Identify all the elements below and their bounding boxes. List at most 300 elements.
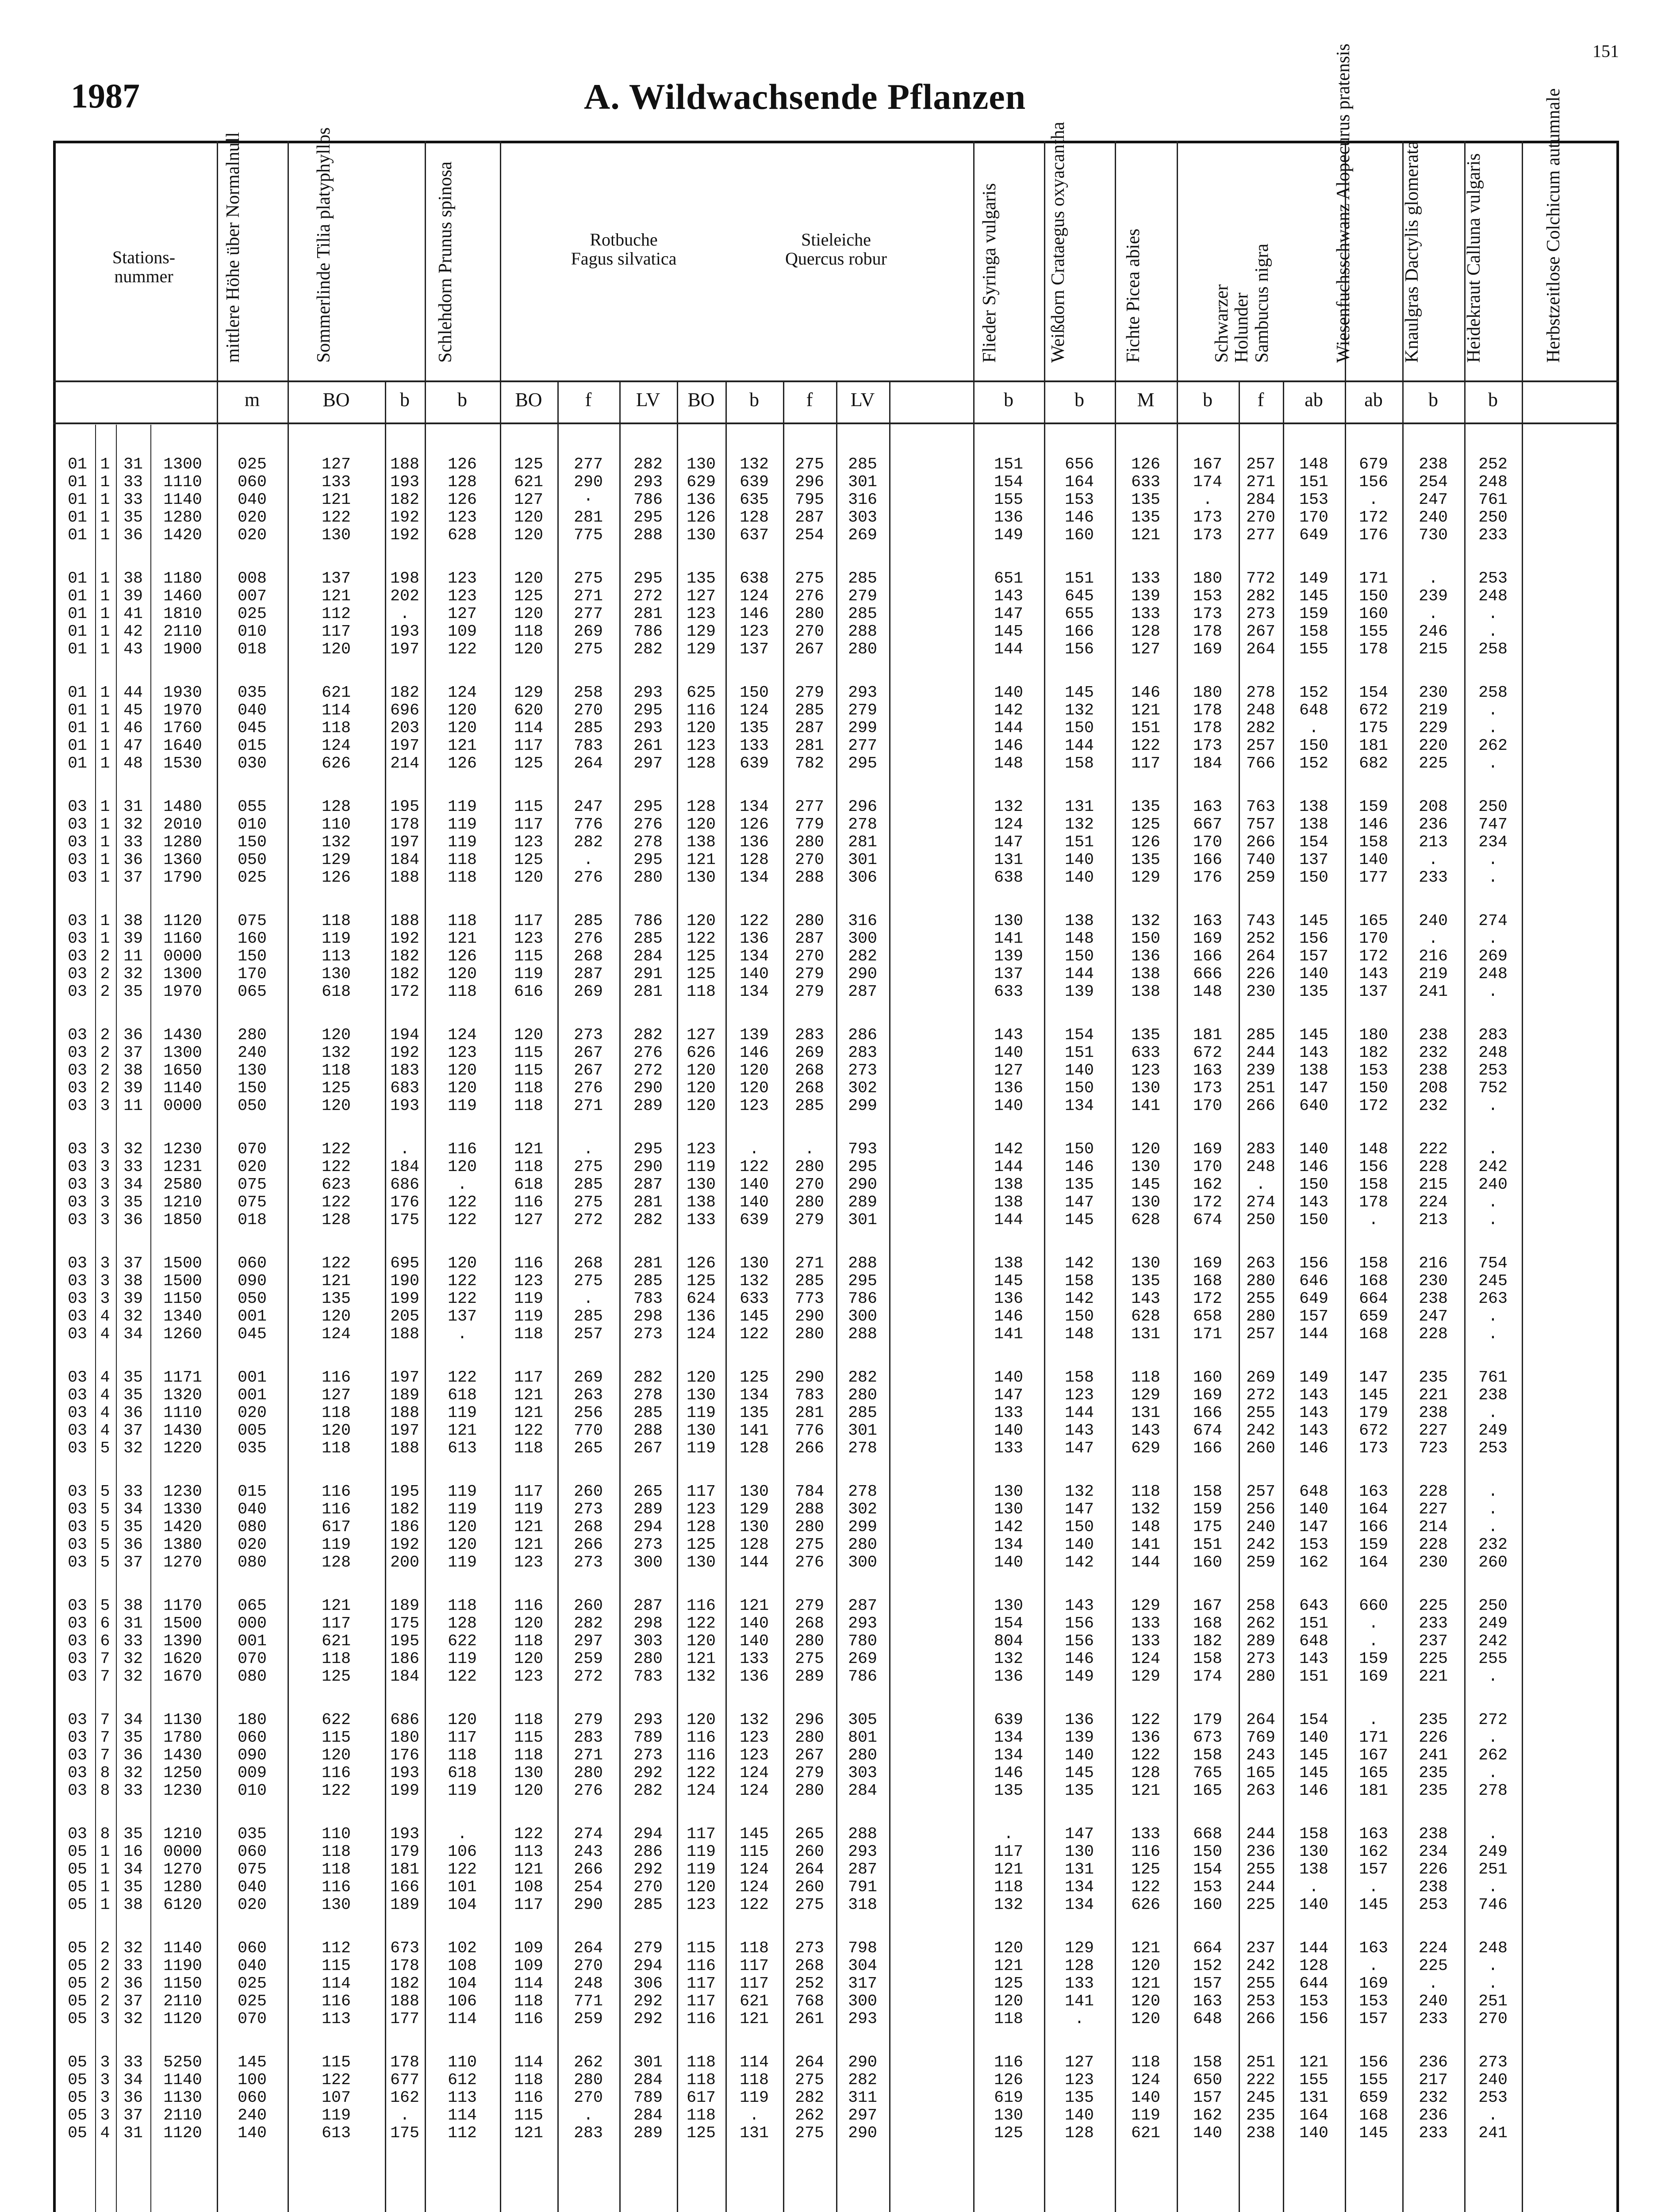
- data-cell: 763 757 266 740 259: [1246, 798, 1275, 887]
- data-cell: 275 276 280 270 267: [795, 569, 824, 658]
- data-cell: 143 140 127 136 140: [994, 1026, 1023, 1115]
- data-cell: 121 117 621 118 125: [322, 1597, 351, 1686]
- station-code-cell: 38 39 41 42 43: [123, 569, 143, 658]
- data-cell: 116 127 118 120 118: [322, 1368, 351, 1457]
- data-cell: 148 151 153 170 649: [1299, 455, 1328, 544]
- data-cell: 274 . 269 248 .: [1478, 912, 1508, 1001]
- data-cell: 793 295 290 289 301: [848, 1140, 877, 1229]
- data-cell: 121 155 131 164 140: [1299, 2053, 1328, 2142]
- data-cell: 263 280 255 280 257: [1246, 1254, 1275, 1343]
- data-cell: 116 120 . 122 122: [448, 1140, 477, 1229]
- data-cell: 621 114 118 124 626: [322, 684, 351, 772]
- data-cell: 287 293 780 269 786: [848, 1597, 877, 1686]
- data-cell: 279 294 306 292 292: [633, 1939, 663, 2028]
- data-cell: 181 672 163 173 170: [1193, 1026, 1222, 1115]
- data-cell: 235 221 238 227 723: [1419, 1368, 1448, 1457]
- station-code-cell: 1 1 2 2 2: [100, 912, 110, 1001]
- data-cell: 222 228 215 224 213: [1419, 1140, 1448, 1229]
- station-code-cell: 1480 2010 1280 1360 1790: [163, 798, 202, 887]
- data-cell: 236 217 232 236 233: [1419, 2053, 1448, 2142]
- data-cell: 158 650 157 162 140: [1193, 2053, 1222, 2142]
- data-cell: 250 747 234 . .: [1478, 798, 1508, 887]
- station-code-cell: 03 03 03 03 03: [68, 1254, 87, 1343]
- data-cell: 262 280 270 . 283: [574, 2053, 603, 2142]
- data-cell: 264 270 248 771 259: [574, 1939, 603, 2028]
- data-cell: 784 288 280 275 276: [795, 1482, 824, 1571]
- data-cell: 008 007 025 010 018: [238, 569, 267, 658]
- unit-label: BO: [515, 389, 542, 411]
- station-code-cell: 1210 0000 1270 1280 6120: [163, 1825, 202, 1914]
- data-cell: 290 783 281 776 266: [795, 1368, 824, 1457]
- data-cell: 295 290 287 281 282: [633, 1140, 663, 1229]
- data-cell: 163 162 157 . 145: [1359, 1825, 1388, 1914]
- data-cell: 238 232 238 208 232: [1419, 1026, 1448, 1115]
- data-cell: 257 256 240 242 259: [1246, 1482, 1275, 1571]
- data-cell: 132 124 147 131 638: [994, 798, 1023, 887]
- data-cell: 281 285 783 298 273: [633, 1254, 663, 1343]
- unit-label: b: [1203, 389, 1213, 411]
- data-cell: 138 145 136 146 141: [994, 1254, 1023, 1343]
- data-cell: 180 182 153 150 172: [1359, 1026, 1388, 1115]
- station-code-cell: 36 37 38 39 11: [123, 1026, 143, 1115]
- data-cell: 120 121 125 120 118: [994, 1939, 1023, 2028]
- unit-label: b: [457, 389, 467, 411]
- data-cell: 158 168 664 659 168: [1359, 1254, 1388, 1343]
- data-cell: 015 040 080 020 080: [238, 1482, 267, 1571]
- station-code-cell: 1 1 1 1 1: [100, 798, 110, 887]
- data-cell: 102 108 104 106 114: [448, 1939, 477, 2028]
- data-cell: 137 121 112 117 120: [322, 569, 351, 658]
- data-cell: 139 146 120 120 123: [740, 1026, 769, 1115]
- data-cell: 282 280 285 301 278: [848, 1368, 877, 1457]
- data-cell: 271 285 773 290 280: [795, 1254, 824, 1343]
- data-cell: 145 115 124 124 122: [740, 1825, 769, 1914]
- station-code-cell: 33 34 35 36 37: [123, 1482, 143, 1571]
- data-cell: 285 301 316 303 269: [848, 455, 877, 544]
- data-cell: 264 769 243 165 263: [1246, 1711, 1275, 1800]
- unit-label: BO: [687, 389, 715, 411]
- data-cell: 120 116 116 122 124: [687, 1711, 716, 1800]
- data-cell: 163 164 166 159 164: [1359, 1482, 1388, 1571]
- data-cell: 156 155 659 168 145: [1359, 2053, 1388, 2142]
- data-cell: 156 646 649 157 144: [1299, 1254, 1328, 1343]
- data-cell: 117 123 128 125 130: [687, 1482, 716, 1571]
- data-cell: 120 132 118 125 120: [322, 1026, 351, 1115]
- data-cell: 285 279 285 288 280: [848, 569, 877, 658]
- data-cell: . 117 121 118 132: [994, 1825, 1023, 1914]
- page-title: A. Wildwachsende Pflanzen: [584, 77, 1026, 117]
- data-cell: 154 672 175 181 682: [1359, 684, 1388, 772]
- data-cell: 110 118 118 116 130: [322, 1825, 351, 1914]
- data-cell: 178 677 162 . 175: [390, 2053, 419, 2142]
- station-code-cell: 1430 1300 1650 1140 0000: [163, 1026, 202, 1115]
- station-code-cell: 37 38 39 32 34: [123, 1254, 143, 1343]
- data-cell: 278 248 282 257 766: [1246, 684, 1275, 772]
- station-code-cell: 1930 1970 1760 1640 1530: [163, 684, 202, 772]
- data-cell: 294 286 292 270 285: [633, 1825, 663, 1914]
- station-code-cell: 01 01 01 01 01: [68, 455, 87, 544]
- station-code-cell: 7 7 7 8 8: [100, 1711, 110, 1800]
- data-cell: 124 120 120 121 126: [448, 684, 477, 772]
- data-cell: 743 252 264 226 230: [1246, 912, 1275, 1001]
- data-cell: 114 118 116 115 121: [514, 2053, 543, 2142]
- station-code-cell: 3 3 3 4 4: [100, 1254, 110, 1343]
- header-knaulgras: Knaulgras Dactylis glomerata: [1402, 141, 1422, 363]
- data-cell: 275 271 277 269 275: [574, 569, 603, 658]
- column-rule: [1115, 141, 1116, 2212]
- station-code-cell: 2 2 2 2 3: [100, 1026, 110, 1115]
- data-cell: 194 192 183 683 193: [390, 1026, 419, 1115]
- column-rule: [1044, 141, 1045, 2212]
- data-cell: . 106 122 101 104: [448, 1825, 477, 1914]
- column-rule: [1345, 141, 1346, 2212]
- data-cell: 120 122 122 137 .: [448, 1254, 477, 1343]
- data-cell: 158 123 144 143 147: [1065, 1368, 1094, 1457]
- station-code-cell: 3 3 3 3 3: [100, 1140, 110, 1229]
- station-code-cell: 35 35 36 37 32: [123, 1368, 143, 1457]
- station-code-cell: 5 6 6 7 7: [100, 1597, 110, 1686]
- data-cell: 286 283 273 302 299: [848, 1026, 877, 1115]
- column-rule: [889, 380, 890, 2212]
- data-cell: 120 130 119 130 119: [687, 1368, 716, 1457]
- data-cell: 279 283 271 280 276: [574, 1711, 603, 1800]
- data-cell: 135 633 123 130 141: [1131, 1026, 1160, 1115]
- data-cell: 119 119 119 118 118: [448, 798, 477, 887]
- data-cell: 293 279 299 277 295: [848, 684, 877, 772]
- data-cell: . 171 167 165 181: [1359, 1711, 1388, 1800]
- data-cell: 686 180 176 193 199: [390, 1711, 419, 1800]
- data-cell: 118 121 126 120 118: [448, 912, 477, 1001]
- data-cell: 136 139 140 145 135: [1065, 1711, 1094, 1800]
- data-cell: 115 116 117 117 116: [687, 1939, 716, 2028]
- data-cell: 120 130 145 130 628: [1131, 1140, 1160, 1229]
- data-cell: 273 268 252 768 261: [795, 1939, 824, 2028]
- station-code-cell: 03 03 03 03 03: [68, 912, 87, 1001]
- data-cell: 001 001 020 005 035: [238, 1368, 267, 1457]
- column-rule: [217, 141, 218, 2212]
- data-cell: 060 090 050 001 045: [238, 1254, 267, 1343]
- header-fichte: Fichte Picea abies: [1123, 228, 1143, 363]
- data-cell: 128 110 132 129 126: [322, 798, 351, 887]
- data-cell: 125 621 127 120 120: [514, 455, 543, 544]
- data-cell: 258 262 289 273 280: [1246, 1597, 1275, 1686]
- header-flieder: Flieder Syringa vulgaris: [979, 183, 1000, 363]
- data-cell: . 239 . 246 215: [1419, 569, 1448, 658]
- data-cell: 257 271 284 270 277: [1246, 455, 1275, 544]
- station-code-cell: 1 1 1 1 1: [100, 569, 110, 658]
- data-cell: 247 776 282 . 276: [574, 798, 603, 887]
- data-cell: 124 123 120 120 119: [448, 1026, 477, 1115]
- data-cell: 118 129 131 143 629: [1131, 1368, 1160, 1457]
- data-cell: 159 146 158 140 177: [1359, 798, 1388, 887]
- data-cell: 118 124 140 119 621: [1131, 2053, 1160, 2142]
- data-cell: 273 240 253 . 241: [1478, 2053, 1508, 2142]
- data-cell: 158 130 138 . 140: [1299, 1825, 1328, 1914]
- data-cell: 122 136 134 140 134: [740, 912, 769, 1001]
- data-cell: 035 040 045 015 030: [238, 684, 267, 772]
- header-rotbuche: Rotbuche Fagus silvatica: [571, 230, 677, 269]
- data-cell: 195 178 197 184 188: [390, 798, 419, 887]
- data-cell: 285 276 268 287 269: [574, 912, 603, 1001]
- data-cell: 260 273 268 266 273: [574, 1482, 603, 1571]
- unit-label: LV: [636, 389, 660, 411]
- data-cell: 134 126 136 128 134: [740, 798, 769, 887]
- data-cell: 695 190 199 205 188: [390, 1254, 419, 1343]
- unit-label: f: [806, 389, 813, 411]
- data-cell: 197 189 188 197 188: [390, 1368, 419, 1457]
- data-cell: 195 182 186 192 200: [390, 1482, 419, 1571]
- data-cell: . 275 285 275 272: [574, 1140, 603, 1229]
- unit-label: b: [1428, 389, 1438, 411]
- station-code-cell: 01 01 01 01 01: [68, 684, 87, 772]
- data-cell: 282 278 285 288 267: [633, 1368, 663, 1457]
- station-code-cell: 01 01 01 01 01: [68, 569, 87, 658]
- data-cell: 130 130 142 134 140: [994, 1482, 1023, 1571]
- unit-label: b: [1074, 389, 1084, 411]
- data-cell: 228 227 214 228 230: [1419, 1482, 1448, 1571]
- data-cell: 123 123 127 109 122: [448, 569, 477, 658]
- data-cell: 189 175 195 186 184: [390, 1597, 419, 1686]
- data-cell: 118 117 117 621 121: [740, 1939, 769, 2028]
- data-cell: 268 275 . 285 257: [574, 1254, 603, 1343]
- data-cell: 132 147 150 140 142: [1065, 1482, 1094, 1571]
- data-cell: 130 629 136 126 130: [687, 455, 716, 544]
- station-code-cell: 1 1 1 1 1: [100, 455, 110, 544]
- data-cell: 639 134 134 146 135: [994, 1711, 1023, 1800]
- station-code-cell: 1300 1110 1140 1280 1420: [163, 455, 202, 544]
- data-cell: 293 295 293 261 297: [633, 684, 663, 772]
- station-code-cell: 5250 1140 1130 2110 1120: [163, 2053, 202, 2142]
- data-cell: 120 125 120 118 120: [514, 569, 543, 658]
- data-cell: 154 140 145 145 146: [1299, 1711, 1328, 1800]
- data-cell: 144 128 644 153 156: [1299, 1939, 1328, 2028]
- data-cell: 275 296 795 287 254: [795, 455, 824, 544]
- data-cell: 126 125 624 136 124: [687, 1254, 716, 1343]
- data-cell: 679 156 . 172 176: [1359, 455, 1388, 544]
- header-altitude: mittlere Höhe über Normalnull: [223, 132, 243, 363]
- data-cell: 258 . . 262 .: [1478, 684, 1508, 772]
- data-cell: 149 143 143 143 146: [1299, 1368, 1328, 1457]
- data-cell: 147 145 179 672 173: [1359, 1368, 1388, 1457]
- data-cell: 025 060 040 020 020: [238, 455, 267, 544]
- data-cell: 265 260 264 260 275: [795, 1825, 824, 1914]
- data-cell: 169 170 162 172 674: [1193, 1140, 1222, 1229]
- station-code-cell: 1230 1231 2580 1210 1850: [163, 1140, 202, 1229]
- data-cell: 110 612 113 114 112: [448, 2053, 477, 2142]
- data-cell: 180 153 173 178 169: [1193, 569, 1222, 658]
- data-cell: 193 179 181 166 189: [390, 1825, 419, 1914]
- data-cell: 664 152 157 163 648: [1193, 1939, 1222, 2028]
- unit-label: LV: [850, 389, 875, 411]
- header-herbstzeitlose: Herbstzeitlose Colchicum autumnale: [1543, 88, 1564, 363]
- data-cell: 138 138 154 137 150: [1299, 798, 1328, 887]
- data-cell: 125 134 135 141 128: [740, 1368, 769, 1457]
- data-cell: 167 168 182 158 174: [1193, 1597, 1222, 1686]
- header-sommerlinde: Sommerlinde Tilia platyphyllos: [314, 127, 334, 363]
- data-cell: 127 133 121 122 130: [322, 455, 351, 544]
- station-code-cell: 03 03 03 03 03: [68, 798, 87, 887]
- data-cell: 122 136 122 128 121: [1131, 1711, 1160, 1800]
- data-cell: 123 119 130 138 133: [687, 1140, 716, 1229]
- header-schlehdorn: Schlehdorn Prunus spinosa: [435, 161, 456, 363]
- data-cell: 280 287 270 279 279: [795, 912, 824, 1001]
- data-cell: 070 020 075 075 018: [238, 1140, 267, 1229]
- header-weissdorn: Weißdorn Crataegus oxyacantha: [1048, 122, 1068, 363]
- data-cell: 145 100 060 240 140: [238, 2053, 267, 2142]
- data-cell: 277 290 · 281 775: [574, 455, 603, 544]
- unit-label: f: [1257, 389, 1264, 411]
- station-code-cell: 38 31 33 32 32: [123, 1597, 143, 1686]
- data-cell: 251 222 245 235 238: [1246, 2053, 1275, 2142]
- data-cell: 035 060 075 040 020: [238, 1825, 267, 1914]
- unit-label: b: [400, 389, 410, 411]
- unit-label: b: [1488, 389, 1498, 411]
- data-cell: 754 245 263 . .: [1478, 1254, 1508, 1343]
- station-code-cell: 31 33 33 35 36: [123, 455, 143, 544]
- station-code-cell: 38 39 11 32 35: [123, 912, 143, 1001]
- data-cell: 316 300 282 290 287: [848, 912, 877, 1001]
- data-cell: 287 298 303 280 783: [633, 1597, 663, 1686]
- data-cell: 120 117 118 618 119: [448, 1711, 477, 1800]
- data-cell: 130 132 633 145 122: [740, 1254, 769, 1343]
- data-cell: 660 . . 159 169: [1359, 1597, 1388, 1686]
- station-code-cell: 1130 1780 1430 1250 1230: [163, 1711, 202, 1800]
- header-stieleiche: Stieleiche Quercus robur: [785, 230, 887, 269]
- data-cell: 138 148 150 144 139: [1065, 912, 1094, 1001]
- data-cell: 273 267 267 276 271: [574, 1026, 603, 1115]
- station-code-cell: 1140 1190 1150 2110 1120: [163, 1939, 202, 2028]
- data-cell: 673 178 182 188 177: [390, 1939, 419, 2028]
- data-cell: 288 293 287 791 318: [848, 1825, 877, 1914]
- data-cell: 116 122 120 121 132: [687, 1597, 716, 1686]
- data-cell: 147 130 131 134 134: [1065, 1825, 1094, 1914]
- data-cell: 622 115 120 116 122: [322, 1711, 351, 1800]
- data-cell: 651 143 147 145 144: [994, 569, 1023, 658]
- data-cell: 248 . . 251 270: [1478, 1939, 1508, 2028]
- data-cell: 283 248 . 274 250: [1246, 1140, 1275, 1229]
- data-cell: . . . 232 260: [1478, 1482, 1508, 1571]
- data-cell: 269 263 256 770 265: [574, 1368, 603, 1457]
- data-cell: 238 234 226 238 253: [1419, 1825, 1448, 1914]
- data-cell: 761 238 . 249 253: [1478, 1368, 1508, 1457]
- station-code-cell: 3 3 3 3 4: [100, 2053, 110, 2142]
- data-cell: 130 135 143 628 131: [1131, 1254, 1160, 1343]
- data-cell: 130 141 139 137 633: [994, 912, 1023, 1001]
- data-cell: 179 673 158 765 165: [1193, 1711, 1222, 1800]
- station-subrule: [150, 425, 151, 2212]
- data-cell: 140 147 133 140 133: [994, 1368, 1023, 1457]
- data-cell: 118 115 118 130 120: [514, 1711, 543, 1800]
- station-code-cell: 1171 1320 1110 1430 1220: [163, 1368, 202, 1457]
- station-code-cell: 5 5 5 5 5: [100, 1482, 110, 1571]
- column-rule: [288, 141, 289, 2212]
- data-cell: 122 121 135 120 124: [322, 1254, 351, 1343]
- data-cell: 274 243 266 254 290: [574, 1825, 603, 1914]
- data-cell: 118 132 148 141 144: [1131, 1482, 1160, 1571]
- station-code-cell: 03 05 05 05 05: [68, 1825, 87, 1914]
- data-cell: 285 244 239 251 266: [1246, 1026, 1275, 1115]
- data-cell: 165 170 172 143 137: [1359, 912, 1388, 1001]
- unit-label: f: [585, 389, 592, 411]
- station-code-cell: 44 45 46 47 48: [123, 684, 143, 772]
- station-code-cell: 05 05 05 05 05: [68, 1939, 87, 2028]
- data-cell: 198 202 . 193 197: [390, 569, 419, 658]
- data-cell: 656 164 153 146 160: [1065, 455, 1094, 544]
- data-cell: 060 040 025 025 070: [238, 1939, 267, 2028]
- data-cell: 188 192 182 182 172: [390, 912, 419, 1001]
- data-cell: 133 116 125 122 626: [1131, 1825, 1160, 1914]
- station-code-cell: 4 4 4 4 5: [100, 1368, 110, 1457]
- data-cell: 129 128 133 141 .: [1065, 1939, 1094, 2028]
- data-cell: 648 140 147 153 162: [1299, 1482, 1328, 1571]
- data-cell: 131 132 151 140 140: [1065, 798, 1094, 887]
- station-code-cell: 31 32 33 36 37: [123, 798, 143, 887]
- data-cell: 140 146 150 143 150: [1299, 1140, 1328, 1229]
- data-cell: 235 226 241 235 235: [1419, 1711, 1448, 1800]
- data-cell: 065 000 001 070 080: [238, 1597, 267, 1686]
- column-rule: [619, 380, 621, 2212]
- data-cell: 130 154 804 132 136: [994, 1597, 1023, 1686]
- unit-label: ab: [1305, 389, 1323, 411]
- data-cell: 109 109 114 118 116: [514, 1939, 543, 2028]
- data-cell: 122 122 623 122 128: [322, 1140, 351, 1229]
- unit-label: b: [749, 389, 759, 411]
- column-rule: [973, 141, 975, 2212]
- data-cell: 133 139 133 128 127: [1131, 569, 1160, 658]
- data-cell: 121 118 618 116 127: [514, 1140, 543, 1229]
- data-cell: 114 118 119 . 131: [740, 2053, 769, 2142]
- station-code-cell: 1 1 1 1 1: [100, 684, 110, 772]
- data-cell: 145 132 150 144 158: [1065, 684, 1094, 772]
- station-code-cell: 32 33 34 35 36: [123, 1140, 143, 1229]
- data-cell: 127 123 135 140 128: [1065, 2053, 1094, 2142]
- data-cell: 122 113 121 108 117: [514, 1825, 543, 1914]
- data-cell: 120 122 125 125 118: [687, 912, 716, 1001]
- data-cell: 135 127 123 129 129: [687, 569, 716, 658]
- data-cell: 188 193 182 192 192: [390, 455, 419, 544]
- page-number: 151: [1592, 41, 1619, 61]
- data-cell: 116 116 617 119 128: [322, 1482, 351, 1571]
- station-code-cell: 03 03 03 03 03: [68, 1368, 87, 1457]
- data-cell: 118 119 113 130 618: [322, 912, 351, 1001]
- data-cell: 140 142 144 146 148: [994, 684, 1023, 772]
- data-cell: 129 620 114 117 125: [514, 684, 543, 772]
- header-station: Stations- nummer: [112, 247, 176, 287]
- data-cell: 121 140 140 133 136: [740, 1597, 769, 1686]
- data-cell: 152 648 . 150 152: [1299, 684, 1328, 772]
- data-cell: 279 285 287 281 782: [795, 684, 824, 772]
- station-code-cell: 8 1 1 1 1: [100, 1825, 110, 1914]
- data-cell: 668 150 154 153 160: [1193, 1825, 1222, 1914]
- data-cell: 143 156 156 146 149: [1065, 1597, 1094, 1686]
- station-code-cell: 03 03 03 03 03: [68, 1711, 87, 1800]
- data-cell: 625 116 120 123 128: [687, 684, 716, 772]
- data-cell: 278 302 299 280 300: [848, 1482, 877, 1571]
- data-cell: 305 801 280 303 284: [848, 1711, 877, 1800]
- column-rule: [500, 141, 501, 2212]
- unit-label: ab: [1364, 389, 1383, 411]
- column-rule: [1464, 141, 1466, 2212]
- data-cell: 180 060 090 009 010: [238, 1711, 267, 1800]
- data-cell: 129 133 133 124 129: [1131, 1597, 1160, 1686]
- data-cell: 643 151 648 143 151: [1299, 1597, 1328, 1686]
- data-cell: 150 124 135 133 639: [740, 684, 769, 772]
- unit-label: BO: [322, 389, 350, 411]
- data-cell: 118 118 617 118 125: [687, 2053, 716, 2142]
- data-cell: 283 248 253 752 .: [1478, 1026, 1508, 1115]
- data-cell: 182 696 203 197 214: [390, 684, 419, 772]
- data-cell: 128 120 138 121 130: [687, 798, 716, 887]
